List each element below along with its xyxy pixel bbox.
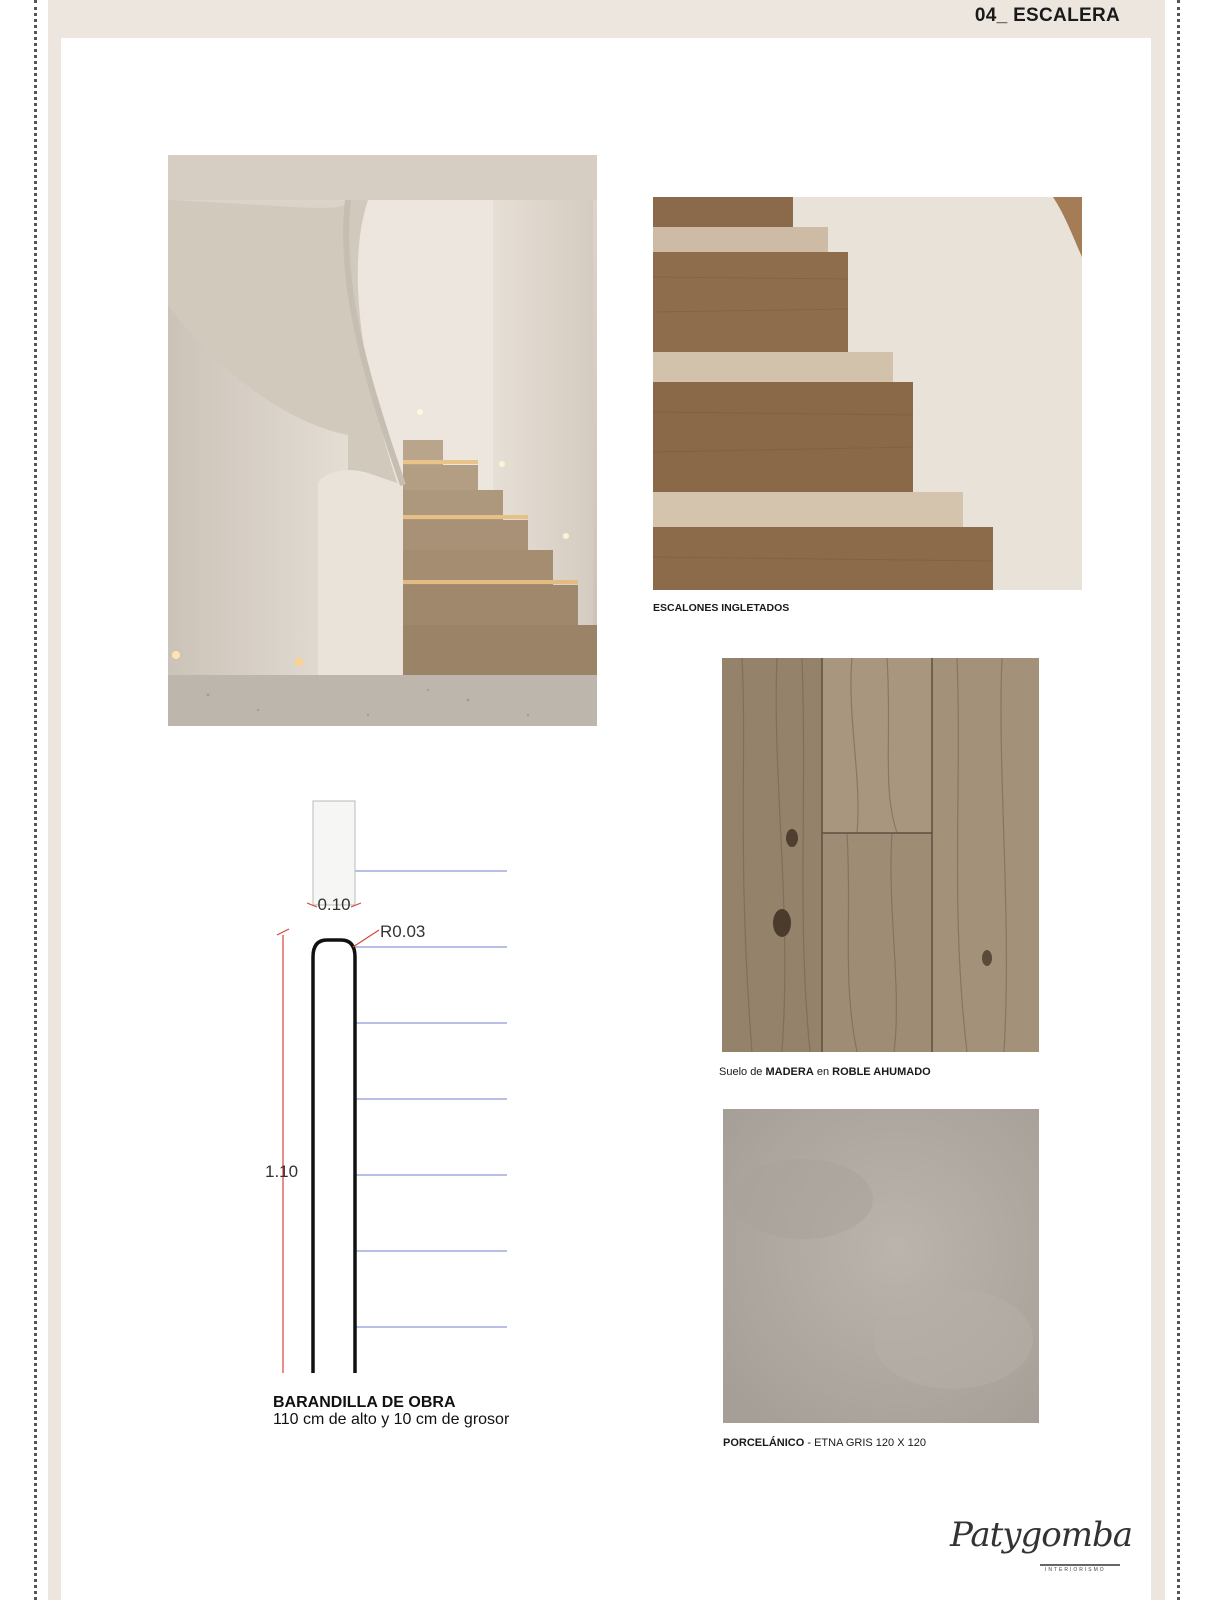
railing-section-drawing xyxy=(255,795,535,1375)
tile-caption-material: PORCELÁNICO xyxy=(723,1437,805,1449)
porcelain-tile-sample xyxy=(723,1109,1039,1423)
dim-radius-label: R0.03 xyxy=(380,922,426,941)
steps-caption: ESCALONES INGLETADOS xyxy=(653,602,790,614)
wood-caption-prefix: Suelo de xyxy=(719,1066,766,1078)
signature-subtitle: INTERIORISMO xyxy=(1045,1567,1106,1573)
staircase-photo xyxy=(168,155,597,726)
right-dotted-border xyxy=(1177,0,1180,1600)
wood-floor-sample xyxy=(722,658,1039,1052)
wood-caption-mid: en xyxy=(813,1066,833,1078)
tile-caption-spec: ETNA GRIS 120 X 120 xyxy=(814,1437,926,1449)
wood-caption-material: MADERA xyxy=(765,1066,814,1078)
railing-title: BARANDILLA DE OBRA xyxy=(273,1394,456,1411)
wood-caption xyxy=(719,1066,931,1078)
page-title: 04_ ESCALERA xyxy=(974,5,1120,26)
wood-caption-finish: ROBLE AHUMADO xyxy=(832,1066,931,1078)
signature-logo: Patygomba xyxy=(950,1515,1133,1555)
guide-lines xyxy=(355,871,507,1327)
railing-subtitle: 110 cm de alto y 10 cm de grosor xyxy=(273,1411,510,1428)
tile-caption-sep: - xyxy=(804,1437,815,1449)
left-dotted-border xyxy=(34,0,37,1600)
tile-caption xyxy=(723,1437,926,1449)
dim-width-label: 0.10 xyxy=(317,895,351,914)
dim-height-label: 1.10 xyxy=(265,1162,299,1181)
steps-detail-photo xyxy=(653,197,1082,590)
